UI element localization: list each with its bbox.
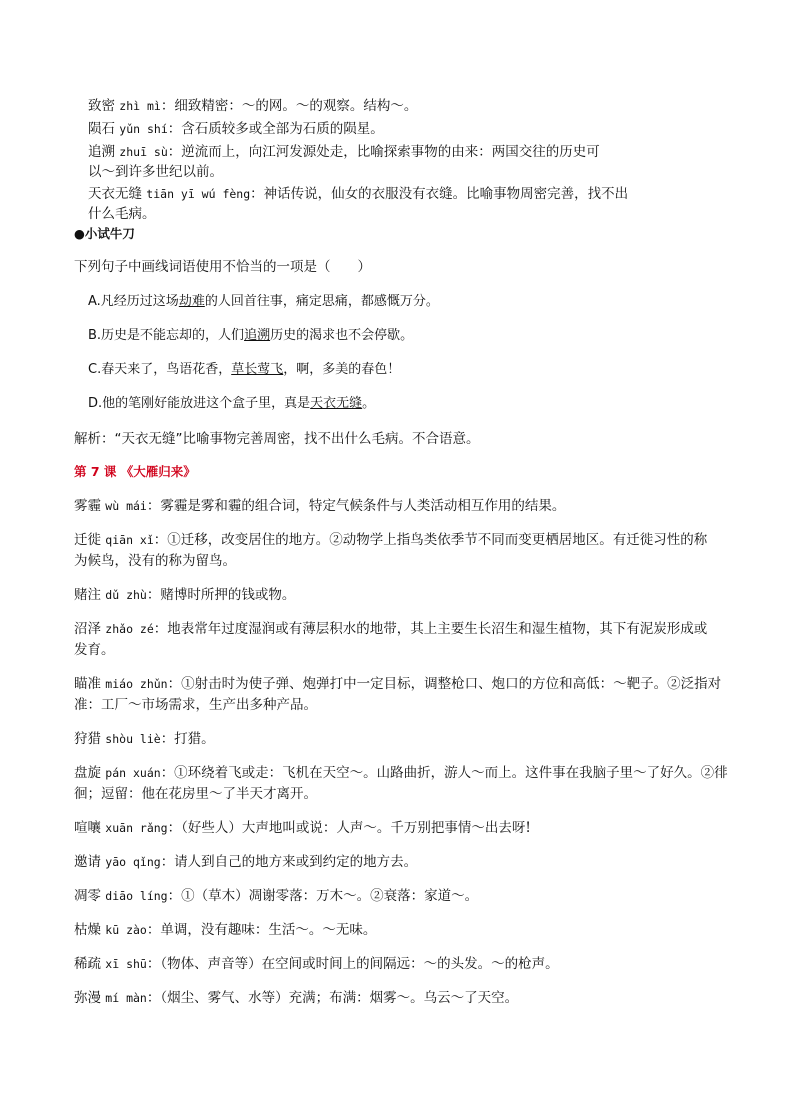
entry-definition: ：赌博时所押的钱或物。 xyxy=(146,587,296,603)
entry-definition: ：①迁移，改变居住的地方。②动物学上指鸟类依季节不同而变更栖居地区。有迁徙习性的称 xyxy=(153,532,708,548)
entry-pinyin: dǔ zhù xyxy=(105,588,147,602)
glossary-entry-yunshi xyxy=(88,120,384,138)
underlined-term: 劫难 xyxy=(178,294,205,309)
glossary-entry-tianyiwufeng xyxy=(88,185,628,203)
lesson-entry-xishu xyxy=(74,955,559,973)
lesson-entry-qianxi xyxy=(74,531,707,549)
lesson-entry-shoulie xyxy=(74,730,215,748)
lesson-entry-qianxi-cont: 为候鸟，没有的称为留鸟。 xyxy=(74,553,236,569)
entry-word: 赌注 xyxy=(74,587,101,603)
entry-pinyin: mí màn xyxy=(105,991,147,1005)
entry-word: 弥漫 xyxy=(74,990,101,1006)
entry-pinyin: tiān yī wú fèng xyxy=(146,187,251,201)
entry-pinyin: zhuī sù xyxy=(119,145,168,159)
entry-definition: ：逆流而上，向江河发源处走，比喻探索事物的由来：两国交往的历史可 xyxy=(167,144,600,160)
lesson-entry-duzhu xyxy=(74,586,295,604)
entry-pinyin: shòu liè xyxy=(105,732,161,746)
entry-definition: ：打猎。 xyxy=(160,731,215,747)
option-text: 历史的渴求也不会停歇。 xyxy=(270,328,414,343)
lesson-entry-xuanrang xyxy=(74,819,531,837)
underlined-term: 追溯 xyxy=(244,328,271,343)
entry-definition: ：含石质较多或全部为石质的陨星。 xyxy=(167,121,384,137)
entry-pinyin: yǔn shí xyxy=(119,122,168,136)
lesson-entry-kuzao xyxy=(74,921,376,939)
option-text: D.他的笔刚好能放进这个盒子里，真是 xyxy=(88,396,311,411)
glossary-entry-zhimi xyxy=(88,97,417,115)
entry-pinyin: xī shū xyxy=(105,957,147,971)
quiz-option-b xyxy=(88,327,413,345)
entry-word: 迁徙 xyxy=(74,532,101,548)
quiz-question: 下列句子中画线词语使用不恰当的一项是（ ） xyxy=(74,259,371,275)
entry-word: 瞄准 xyxy=(74,676,101,692)
option-text: 的人回首往事，痛定思痛，都感慨万分。 xyxy=(204,294,439,309)
entry-definition: ：（烟尘、雾气、水等）充满；布满：烟雾～。乌云～了天空。 xyxy=(146,990,519,1006)
entry-pinyin: xuān rǎng xyxy=(105,821,168,835)
entry-pinyin: zhì mì xyxy=(119,99,161,113)
lesson-entry-panxuan xyxy=(74,764,728,782)
entry-definition: ：①环绕着飞或走：飞机在天空～。山路曲折，游人～而上。这件事在我脑子里～了好久。②徘 xyxy=(160,765,728,781)
quiz-option-a xyxy=(88,293,439,311)
lesson-entry-miman xyxy=(74,989,518,1007)
entry-word: 陨石 xyxy=(88,121,115,137)
entry-word: 邀请 xyxy=(74,854,101,870)
lesson-entry-miaozhun-cont: 准：工厂～市场需求，生产出多种产品。 xyxy=(74,697,317,713)
entry-word: 雾霾 xyxy=(74,498,101,514)
entry-word: 盘旋 xyxy=(74,765,101,781)
entry-definition: ：神话传说，仙女的衣服没有衣缝。比喻事物周密完善，找不出 xyxy=(250,186,629,202)
entry-word: 沼泽 xyxy=(74,621,101,637)
entry-pinyin: zhǎo zé xyxy=(105,622,154,636)
lesson-entry-miaozhun xyxy=(74,675,721,693)
lesson-entry-yaoqing xyxy=(74,853,417,871)
entry-word: 狩猎 xyxy=(74,731,101,747)
entry-definition: ：雾霾是雾和霾的组合词，特定气候条件与人类活动相互作用的结果。 xyxy=(146,498,566,514)
option-text: C.春天来了，鸟语花香， xyxy=(88,362,232,377)
lesson-entry-zhaoze-cont: 发育。 xyxy=(74,642,115,658)
quiz-option-c xyxy=(88,361,400,379)
entry-word: 稀疏 xyxy=(74,956,101,972)
entry-definition: ：请人到自己的地方来或到约定的地方去。 xyxy=(160,854,418,870)
entry-pinyin: qiān xǐ xyxy=(105,533,154,547)
underlined-term: 草长莺飞 xyxy=(231,362,284,377)
lesson-title: 第 7 课 《大雁归来》 xyxy=(74,464,196,479)
entry-definition: ：①射击时为使子弹、炮弹打中一定目标，调整枪口、炮口的方位和高低：～靶子。②泛指对 xyxy=(167,676,722,692)
entry-word: 喧嚷 xyxy=(74,820,101,836)
glossary-entry-zhuisu xyxy=(88,143,600,161)
entry-definition: ：①（草木）凋谢零落：万木～。②衰落：家道～。 xyxy=(167,888,479,904)
quiz-option-d xyxy=(88,395,375,413)
lesson-entry-zhaoze xyxy=(74,620,707,638)
quiz-heading: ●小试牛刀 xyxy=(74,226,135,241)
option-text: 。 xyxy=(362,396,376,411)
entry-definition: ：（好些人）大声地叫或说：人声～。千万别把事情～出去呀! xyxy=(167,820,531,836)
entry-definition: ：细致精密：～的网。～的观察。结构～。 xyxy=(160,98,418,114)
entry-word: 追溯 xyxy=(88,144,115,160)
entry-pinyin: diāo líng xyxy=(105,889,168,903)
option-text: ，啊，多美的春色！ xyxy=(283,362,401,377)
option-text: B.历史是不能忘却的，人们 xyxy=(88,328,245,343)
glossary-entry-zhuisu-cont: 以～到许多世纪以前。 xyxy=(88,164,223,180)
entry-definition: ：单调，没有趣味：生活～。～无味。 xyxy=(146,922,377,938)
entry-pinyin: wù mái xyxy=(105,499,147,513)
lesson-entry-diaoling xyxy=(74,887,478,905)
entry-pinyin: yāo qǐng xyxy=(105,855,161,869)
entry-word: 枯燥 xyxy=(74,922,101,938)
underlined-term: 天衣无缝 xyxy=(310,396,363,411)
lesson-entry-wumai xyxy=(74,497,565,515)
glossary-entry-tianyiwufeng-cont: 什么毛病。 xyxy=(88,206,156,222)
entry-word: 凋零 xyxy=(74,888,101,904)
option-text: A.凡经历过这场 xyxy=(88,294,179,309)
entry-pinyin: kū zào xyxy=(105,923,147,937)
lesson-entry-panxuan-cont: 徊；逗留：他在花房里～了半天才离开。 xyxy=(74,786,317,802)
entry-pinyin: pán xuán xyxy=(105,766,161,780)
entry-word: 致密 xyxy=(88,98,115,114)
entry-pinyin: miáo zhǔn xyxy=(105,677,168,691)
entry-definition: ：地表常年过度湿润或有薄层积水的地带，其上主要生长沼生和湿生植物，其下有泥炭形成或 xyxy=(153,621,708,637)
entry-word: 天衣无缝 xyxy=(88,186,142,202)
entry-definition: ：（物体、声音等）在空间或时间上的间隔远：～的头发。～的枪声。 xyxy=(146,956,559,972)
quiz-analysis: 解析：“天衣无缝”比喻事物完善周密，找不出什么毛病。不合语意。 xyxy=(74,431,480,447)
